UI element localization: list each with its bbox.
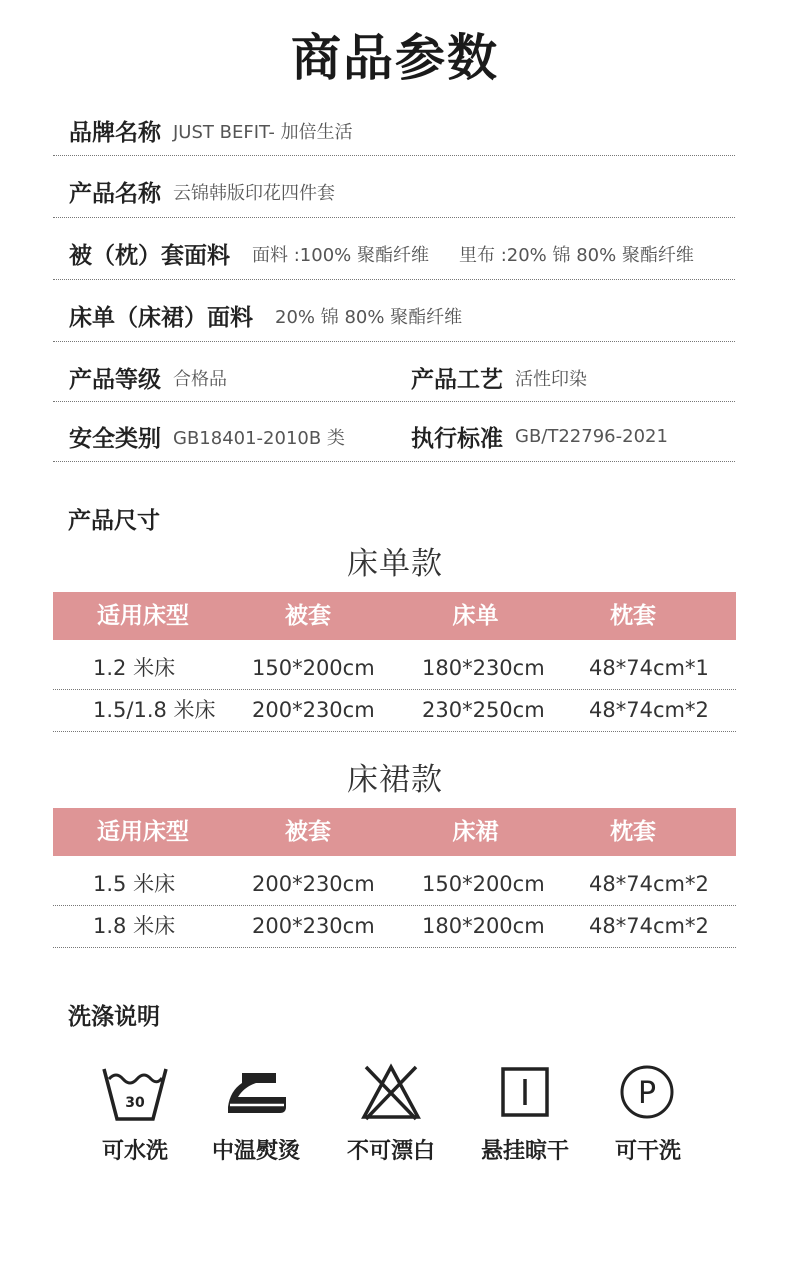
skirt-table-header — [53, 808, 736, 856]
care-label-hang-dry: 悬挂晾干 — [480, 1139, 569, 1164]
hand-wash-30-icon — [100, 1063, 170, 1123]
cell-bed-type: 1.2 米床 — [93, 656, 176, 680]
cell-pillowcase: 48*74cm*2 — [589, 914, 709, 938]
no-bleach-icon — [360, 1063, 422, 1121]
brand-label: 品牌名称 — [69, 120, 161, 146]
care-section-title: 洗涤说明 — [68, 1004, 160, 1030]
table-row — [53, 864, 736, 906]
sheet-table-title: 床单款 — [347, 546, 443, 582]
cell-pillowcase: 48*74cm*2 — [589, 872, 709, 896]
cell-quilt-cover: 200*230cm — [252, 872, 375, 896]
care-label-iron: 中温熨烫 — [211, 1139, 300, 1164]
grade-label: 产品等级 — [69, 367, 161, 393]
param-row-grade-craft — [53, 342, 735, 402]
dry-clean-p-icon — [618, 1063, 676, 1121]
safety-value: GB18401-2010B 类 — [173, 427, 345, 449]
product-name-value: 云锦韩版印花四件套 — [173, 182, 335, 204]
table-row — [53, 906, 736, 948]
cell-pillowcase: 48*74cm*2 — [589, 698, 709, 722]
standard-value: GB/T22796-2021 — [515, 426, 668, 447]
sheet-table-header — [53, 592, 736, 640]
care-label-hand-wash: 可水洗 — [101, 1139, 168, 1164]
header-pillowcase: 枕套 — [610, 603, 656, 629]
param-row-quilt-fabric — [53, 218, 735, 280]
sheet-fabric-label: 床单（床裙）面料 — [69, 305, 253, 331]
cell-pillowcase: 48*74cm*1 — [589, 656, 709, 680]
safety-label: 安全类别 — [69, 426, 161, 452]
wash-temp-text: 30 — [125, 1095, 145, 1111]
cell-quilt-cover: 200*230cm — [252, 698, 375, 722]
param-row-product-name — [53, 156, 735, 218]
skirt-table-title: 床裙款 — [347, 762, 443, 798]
table-row — [53, 690, 736, 732]
header-bed-skirt: 床裙 — [452, 819, 499, 845]
cell-bed-type: 1.8 米床 — [93, 914, 176, 938]
craft-value: 活性印染 — [515, 368, 587, 390]
header-sheet: 床单 — [452, 603, 499, 629]
cell-sheet: 180*230cm — [422, 656, 545, 680]
header-pillowcase: 枕套 — [610, 819, 656, 845]
header-quilt-cover: 被套 — [285, 603, 331, 629]
header-bed-type: 适用床型 — [97, 603, 189, 629]
cell-quilt-cover: 150*200cm — [252, 656, 375, 680]
cell-sheet: 230*250cm — [422, 698, 545, 722]
brand-value: JUST BEFIT- 加倍生活 — [173, 121, 353, 143]
size-section-title: 产品尺寸 — [68, 508, 160, 534]
standard-label: 执行标准 — [411, 426, 503, 452]
header-bed-type: 适用床型 — [97, 819, 189, 845]
param-row-sheet-fabric — [53, 280, 735, 342]
product-name-label: 产品名称 — [69, 181, 161, 207]
page-title: 商品参数 — [291, 29, 499, 87]
cell-bed-skirt: 180*200cm — [422, 914, 545, 938]
care-label-dry-clean: 可干洗 — [614, 1139, 681, 1164]
grade-value: 合格品 — [173, 368, 227, 390]
craft-label: 产品工艺 — [411, 367, 503, 393]
cell-quilt-cover: 200*230cm — [252, 914, 375, 938]
header-quilt-cover: 被套 — [285, 819, 331, 845]
sheet-fabric-value: 20% 锦 80% 聚酯纤维 — [275, 306, 463, 328]
hang-dry-icon — [500, 1063, 550, 1119]
quilt-fabric-label: 被（枕）套面料 — [69, 243, 230, 269]
cell-bed-skirt: 150*200cm — [422, 872, 545, 896]
quilt-fabric-value-lining: 里布 :20% 锦 80% 聚酯纤维 — [458, 244, 694, 266]
cell-bed-type: 1.5 米床 — [93, 872, 176, 896]
param-row-brand — [53, 108, 735, 156]
param-row-safety-standard — [53, 402, 735, 462]
table-row — [53, 648, 736, 690]
quilt-fabric-value-outer: 面料 :100% 聚酯纤维 — [252, 244, 429, 266]
dry-clean-letter: P — [637, 1076, 657, 1111]
iron-medium-icon — [224, 1063, 290, 1117]
care-label-no-bleach: 不可漂白 — [346, 1139, 435, 1164]
cell-bed-type: 1.5/1.8 米床 — [93, 698, 216, 722]
